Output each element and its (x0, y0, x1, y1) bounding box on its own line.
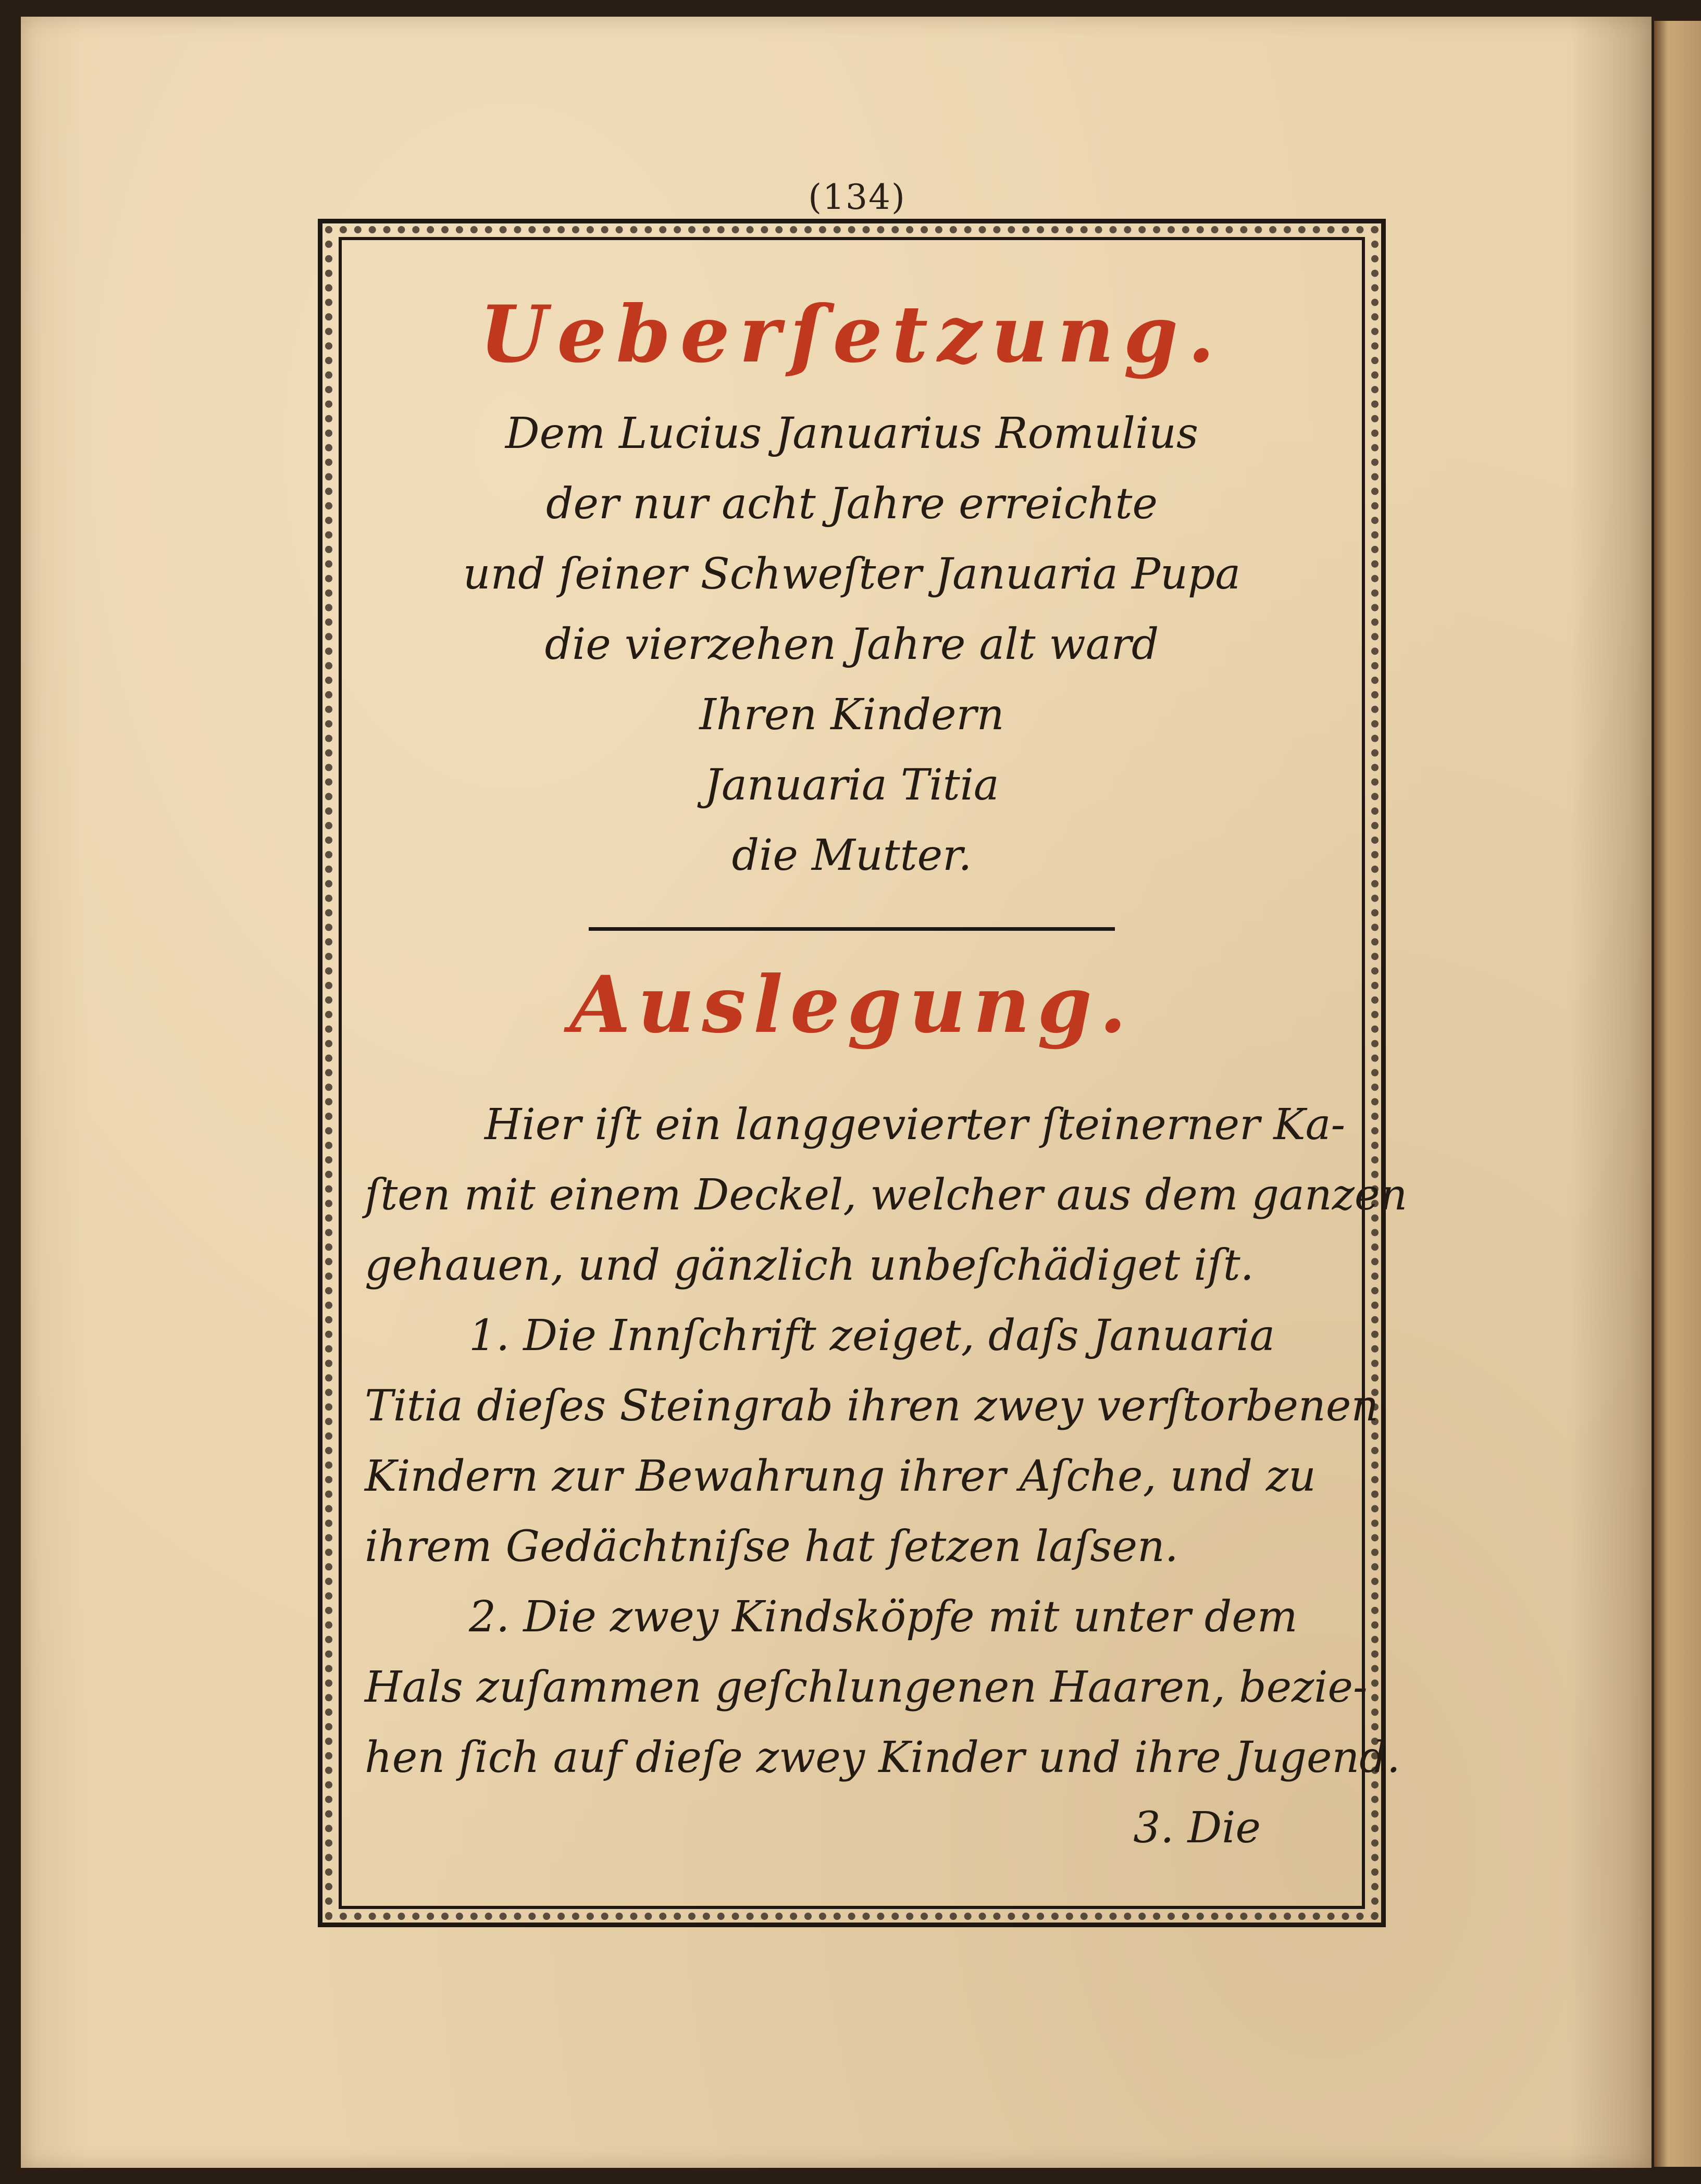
catchword: 3. Die (1133, 1803, 1261, 1853)
paragraph-point-2 (365, 1582, 1400, 1793)
page-number: (134) (808, 177, 906, 217)
text-line: gehauen, und gänzlich unbeſchädiget iſt. (365, 1241, 1254, 1290)
text-line: hen ſich auf dieſe zwey Kinder und ihre Jugend. (365, 1733, 1400, 1782)
translation-line: die Mutter. (731, 831, 972, 880)
text-line: Hals zuſammen geſchlungenen Haaren, bezie- (365, 1663, 1368, 1712)
paragraph-point-1 (365, 1301, 1379, 1582)
next-page-edge (1654, 21, 1701, 2167)
translation-block (365, 398, 1339, 891)
heading-explanation: Auslegung. (569, 959, 1134, 1051)
section-divider (589, 927, 1115, 931)
text-line: 2. Die zwey Kindsköpfe mit unter dem (469, 1592, 1298, 1642)
translation-line: die vierzehen Jahre alt ward (544, 620, 1159, 669)
translation-line: Dem Lucius Januarius Romulius (505, 409, 1199, 458)
translation-line: und ſeiner Schweſter Januaria Pupa (463, 550, 1241, 599)
text-line: ihrem Gedächtniſse hat ſetzen laſsen. (365, 1522, 1178, 1571)
framed-content (365, 289, 1408, 1863)
translation-line: Ihren Kindern (699, 690, 1004, 740)
text-line: Titia dieſes Steingrab ihren zwey verſtorbenen (365, 1381, 1379, 1431)
paragraph-intro (365, 1090, 1408, 1301)
translation-line: Januaria Titia (704, 760, 999, 810)
text-line: Kindern zur Bewahrung ihrer Aſche, und zu (365, 1452, 1316, 1501)
heading-translation: Ueberſetzung. (479, 289, 1224, 380)
text-line: ſten mit einem Deckel, welcher aus dem ganzen (365, 1170, 1408, 1220)
explanation-body (365, 1090, 1408, 1863)
text-line: Hier iſt ein langgevierter ſteinerner Ka- (485, 1100, 1346, 1150)
translation-line: der nur acht Jahre erreichte (545, 479, 1158, 529)
text-line: 1. Die Innſchrift zeiget, daſs Januaria (469, 1311, 1275, 1361)
